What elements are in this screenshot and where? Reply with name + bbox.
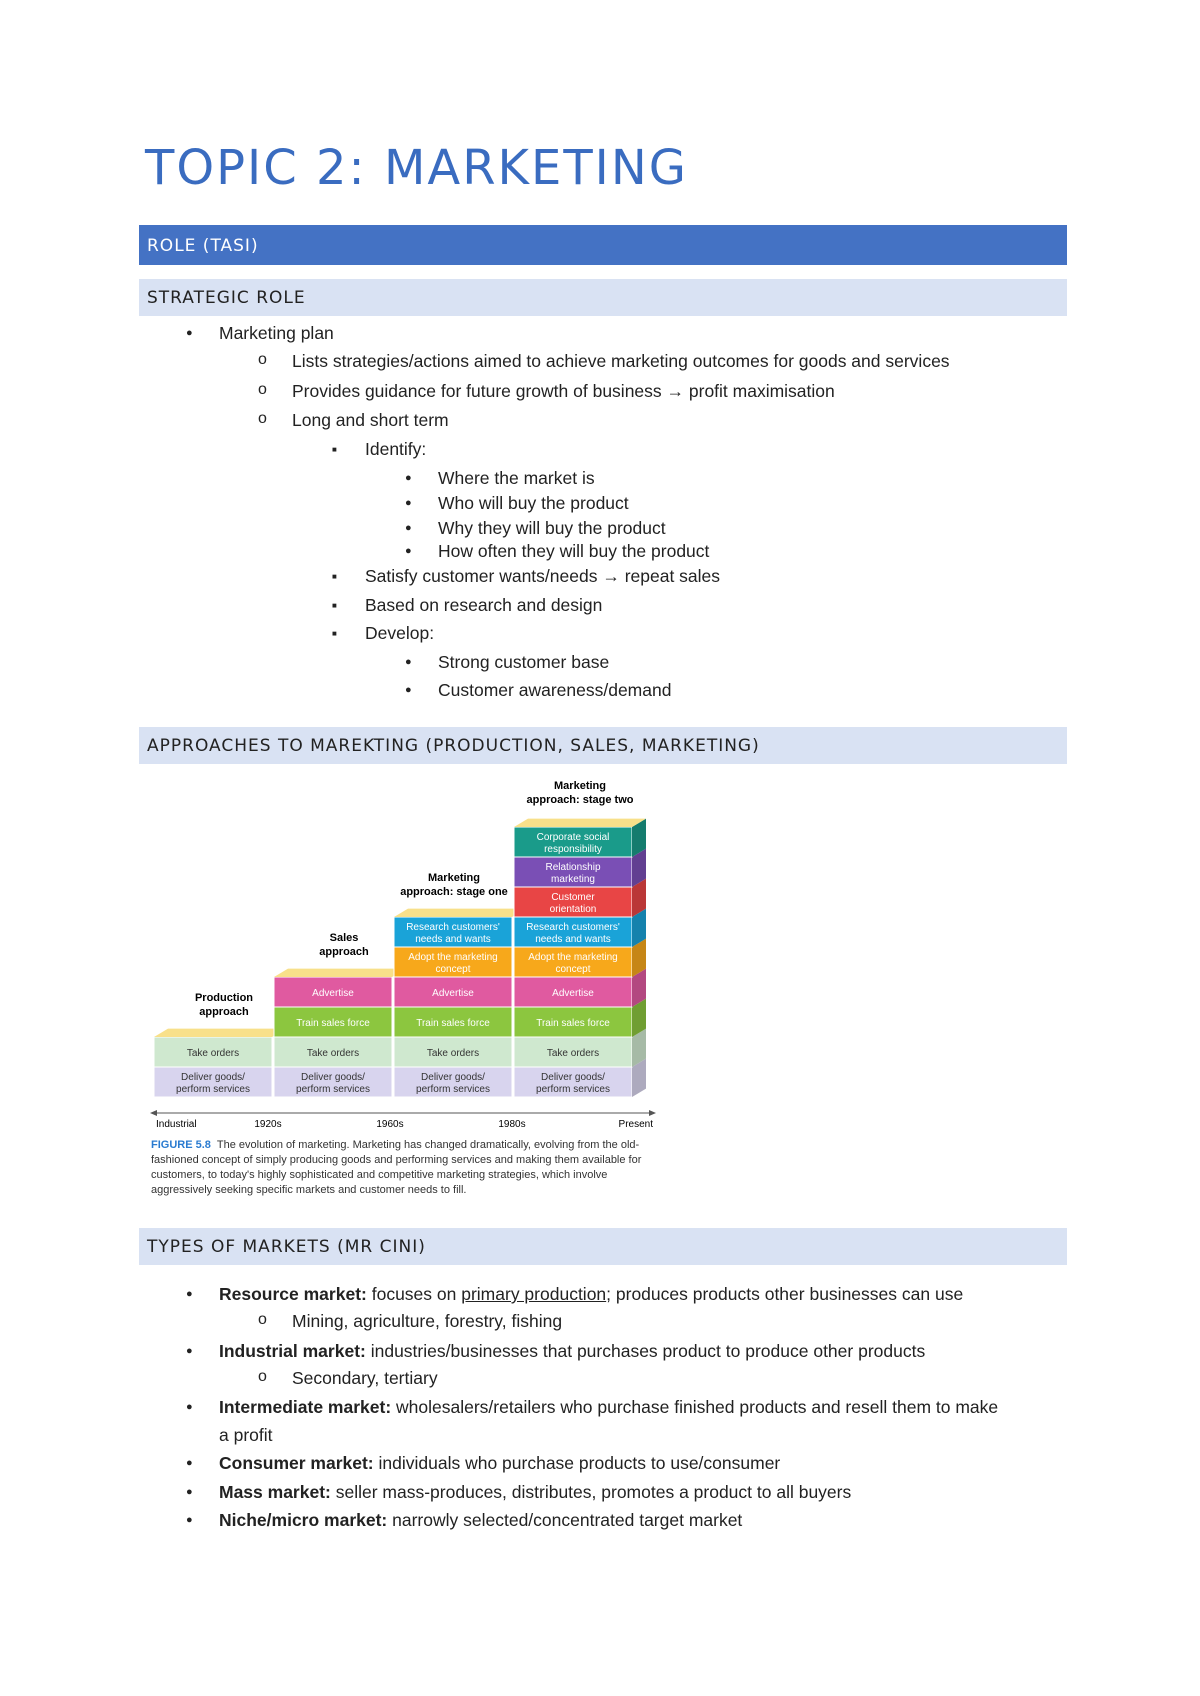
block-label-advertise: Advertise: [312, 988, 354, 999]
list-item: o Long and short term: [292, 410, 449, 431]
block-label-train: Train sales force: [416, 1018, 490, 1029]
block-label-research: Research customers' needs and wants: [526, 922, 620, 945]
list-item: o Secondary, tertiary: [292, 1368, 438, 1389]
block-label-take: Take orders: [306, 1048, 360, 1059]
block-label-take: Take orders: [426, 1048, 480, 1059]
block-label-train: Train sales force: [536, 1018, 610, 1029]
block-label-csr: Corporate social responsibility: [536, 832, 610, 855]
stage-title-sales: Sales approach: [319, 932, 369, 958]
block-top-face: [154, 1029, 286, 1037]
timeline-arrow-right: [649, 1110, 656, 1116]
block-label-deliver: Deliver goods/ perform services: [176, 1072, 250, 1095]
list-item: ● Strong customer base: [438, 652, 609, 673]
block-top-face: [394, 909, 526, 917]
timeline-label: Industrial: [156, 1119, 197, 1130]
list-item-niche-market: ● Niche/micro market: narrowly selected/concentrated target market: [219, 1510, 742, 1531]
list-item-continuation: a profit: [219, 1425, 273, 1445]
timeline-label: 1920s: [254, 1119, 282, 1130]
list-item: o Provides guidance for future growth of business → profit maximisation: [292, 381, 835, 402]
subheading-approaches: APPROACHES TO MAREKTING (PRODUCTION, SALES, MARKETING): [139, 727, 1067, 764]
block-label-adopt: Adopt the marketing concept: [528, 952, 618, 975]
figure-caption-text: The evolution of marketing. Marketing has changed dramatically, evolving from the old-fashioned concept of simply producing goods and performing services and making them available for customers, to today's highly sophisticated and competitive marketing strategies, which involve aggressively seeking specific markets and customer needs to fill.: [151, 1139, 642, 1196]
timeline-label: Present: [618, 1119, 653, 1130]
page-title: TOPIC 2: MARKETING: [145, 140, 688, 196]
stage-title-production: Production approach: [194, 992, 254, 1018]
figure-caption: [151, 1138, 651, 1198]
list-item: ■ Based on research and design: [365, 595, 602, 616]
list-item-intermediate-market: ● Intermediate market: wholesalers/retailers who purchase finished products and resell them to make: [219, 1397, 998, 1418]
subheading-types-of-markets: TYPES OF MARKETS (MR CINI): [139, 1228, 1067, 1265]
figure-label: FIGURE 5.8: [151, 1139, 211, 1151]
list-item: ■ Satisfy customer wants/needs → repeat sales: [365, 566, 720, 587]
list-item: ■ Develop:: [365, 623, 434, 644]
block-label-adopt: Adopt the marketing concept: [408, 952, 498, 975]
block-label-take: Take orders: [546, 1048, 600, 1059]
block-top-face: [274, 969, 406, 977]
list-item-industrial-market: ● Industrial market: industries/businesses that purchases product to produce other products: [219, 1341, 925, 1362]
list-item-consumer-market: ● Consumer market: individuals who purchase products to use/consumer: [219, 1453, 780, 1474]
block-label-orientation: Customer orientation: [549, 892, 597, 915]
list-item: ● Where the market is: [438, 468, 595, 489]
timeline-label: 1980s: [498, 1119, 526, 1130]
block-label-train: Train sales force: [296, 1018, 370, 1029]
block-label-research: Research customers' needs and wants: [406, 922, 500, 945]
block-label-advertise: Advertise: [552, 988, 594, 999]
timeline-arrow-left: [150, 1110, 157, 1116]
block-label-deliver: Deliver goods/ perform services: [416, 1072, 490, 1095]
list-item: o Lists strategies/actions aimed to achieve marketing outcomes for goods and services: [292, 351, 950, 372]
list-item: ● Who will buy the product: [438, 493, 629, 514]
list-item: ■ Identify:: [365, 439, 426, 460]
stage-title-stage-one: Marketing approach: stage one: [400, 872, 508, 898]
list-item: ● Why they will buy the product: [438, 518, 666, 539]
stage-title-stage-two: Marketing approach: stage two: [526, 780, 634, 806]
block-label-take: Take orders: [186, 1048, 240, 1059]
block-top-face: [514, 819, 646, 827]
list-item-mass-market: ● Mass market: seller mass-produces, distributes, promotes a product to all buyers: [219, 1482, 851, 1503]
block-label-relationship: Relationship marketing: [545, 862, 601, 885]
block-label-deliver: Deliver goods/ perform services: [536, 1072, 610, 1095]
block-label-deliver: Deliver goods/ perform services: [296, 1072, 370, 1095]
timeline-label: 1960s: [376, 1119, 404, 1130]
list-item-resource-market: ● Resource market: focuses on primary production; produces products other businesses can use: [219, 1284, 963, 1305]
list-item: o Mining, agriculture, forestry, fishing: [292, 1311, 562, 1332]
block-label-advertise: Advertise: [432, 988, 474, 999]
section-heading-role: ROLE (TASI): [139, 225, 1067, 265]
subheading-strategic-role: STRATEGIC ROLE: [139, 279, 1067, 316]
list-item: ● Marketing plan: [219, 323, 334, 344]
list-item: ● Customer awareness/demand: [438, 680, 671, 701]
list-item: ● How often they will buy the product: [438, 541, 709, 562]
